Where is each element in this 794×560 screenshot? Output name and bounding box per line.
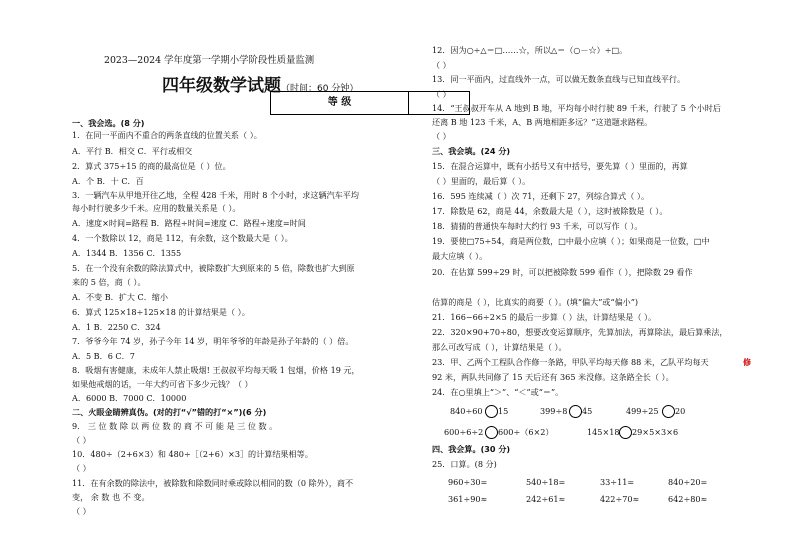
compare-right-1c: 20 [675,406,686,416]
mental-item: 840÷20= [668,477,708,487]
question-line: A．1 B．2250 C．324 [72,322,161,332]
question-line: 25．口算。(8 分) [432,459,497,469]
compare-left-1a: 840÷60 [450,406,483,416]
question-line: 17．除数是 62，商是 44，余数最大是（ ），这时被除数是（ ）。 [432,206,668,216]
compare-right-2a: 600÷（6×2） [498,427,554,437]
question-line: 如果他戒烟的话，一年大约可省下多少元钱？（ ） [72,379,253,389]
question-line: 那么可改写成（ ），计算结果是（ ）。 [432,342,567,352]
question-line: 2．算式 375÷15 的商的最高位是（ ）位。 [72,161,231,171]
question-line: 估算的商是（ ），比真实的商要（ ）。(填“偏大”或“偏小”) [432,297,639,307]
question-line: 22．320×90+70÷80，想要改变运算顺序，先算加法，再算除法，最后算乘法， [432,327,728,337]
question-line: 每小时行驶多少千米。应用的数量关系是（ ）。 [72,203,241,213]
compare-circle[interactable] [661,405,676,418]
question-line: 来的 5 倍，商（ ）。 [72,277,146,287]
exam-subtitle: 2023—2024 学年度第一学期小学阶段性质量监测 [104,55,315,66]
question-line: 19．要使□75÷54，商是两位数，□中最小应填（ ）；如果商是一位数，□中 [432,236,710,246]
compare-circle[interactable] [568,405,583,418]
question-line: （ ） [72,506,91,516]
question-line: 20．在估算 599÷29 时，可以把被除数 599 看作（ ），把除数 29 看作 [432,267,693,277]
question-line: 1．在同一平面内不重合的两条直线的位置关系（ ）。 [72,130,262,140]
compare-right-2b: 29×5×3×6 [632,427,679,437]
question-line: A．平行 B．相交 C．平行或相交 [72,146,193,156]
section-heading: 二、火眼金睛辨真伪。(对的打“√”错的打“×”)(6 分) [72,407,267,417]
compare-right-1b: 45 [582,406,593,416]
question-line: 4．一个数除以 12，商是 112，有余数，这个数最大是（ ）。 [72,233,293,243]
mental-item: 422÷70≈ [600,494,640,504]
question-line: 还离 B 地 123 千米，A、B 两地相距多远？”这道题求路程。 [432,117,653,127]
question-line: 18．猜猜的普通快车每时大约行 93 千米，可以写作（ ）。 [432,221,643,231]
compare-right-1a: 15 [498,406,509,416]
question-line: （ ） [72,435,91,445]
title-text: 四年级数学试题 [162,76,281,96]
section-heading: 一、我会选。(8 分) [72,118,145,128]
question-line: 变， 余 数 也 不 变。 [72,492,150,502]
compare-circle[interactable] [484,405,499,418]
mental-item: 242÷61≈ [526,494,566,504]
question-line: 24．在○里填上“＞”、“＜”或“＝”。 [432,387,564,397]
question-line: （ ） [432,60,451,70]
section-heading: 三、我会填。(24 分) [432,146,511,156]
question-line: A．5 B．6 C．7 [72,351,135,361]
question-line: （ ） [432,131,451,141]
question-line: 7．爷爷今年 74 岁，孙子今年 14 岁，明年爷爷的年龄是孙子年龄的（ ）倍。 [72,336,354,346]
question-line: 15．在混合运算中，既有小括号又有中括号，要先算（ ）里面的，再算 [432,161,688,171]
question-line: A．个 B．十 C．百 [72,176,144,186]
question-line: 21．166−66÷2×5 的最后一步算（ ）法，计算结果是（ ）。 [432,312,657,322]
question-line: 14．“王叔叔开车从 A 地到 B 地，平均每小时行驶 89 千米，行驶了 5 个小时后 [432,103,721,113]
compare-left-2b: 145×18 [587,427,620,437]
question-line: A．1344 B．1356 C．1355 [72,248,182,258]
question-line: （ ） [432,89,451,99]
mental-item: 33÷11= [600,477,635,487]
question-line: 9． 三 位 数 除 以 两 位 数 的 商 不 可 能 是 三 位 数 。 [72,421,278,431]
question-line: A．速度×时间=路程 B．路程÷时间=速度 C．路程÷速度=时间 [72,218,306,228]
red-annotation-mark: 修 [743,357,752,367]
question-line: 11．在有余数的除法中，被除数和除数同时乘或除以相同的数（0 除外），商不 [72,478,354,488]
question-line: 5．在一个没有余数的除法算式中，被除数扩大到原来的 5 倍，除数也扩大到原 [72,263,355,273]
compare-left-1c: 499÷25 [626,406,659,416]
mental-item: 960÷30= [448,477,488,487]
question-line: 6．算式 125×18÷125×18 的计算结果是（ ）。 [72,307,250,317]
question-line: 10．480÷（2+6×3）和 480÷［（2+6）×3］的计算结果相等。 [72,449,313,459]
section-heading: 四、我会算。(30 分) [432,444,511,454]
question-line: A．不变 B．扩大 C．缩小 [72,292,168,302]
question-line: 最大应填（ ）。 [432,251,488,261]
mental-item: 361÷90≈ [448,494,488,504]
question-line: 23．甲、乙两个工程队合作修一条路，甲队平均每天修 88 米，乙队平均每天 [432,357,709,367]
question-line: （ ） [72,463,91,473]
question-line: 12．因为○÷△＝□……☆，所以△＝（○－☆）÷□。 [432,45,628,55]
grade-label: 等 级 [271,92,409,114]
question-line: A．6000 B．7000 C．10000 [72,393,187,403]
question-line: 16．595 连续减（ ）次 71，还剩下 27，列综合算式（ ）。 [432,191,650,201]
mental-item: 642÷80≈ [668,494,708,504]
compare-circle[interactable] [484,426,499,439]
question-line: 92 米，两队共同修了 15 天后还有 365 米没修。这条路全长（ ）。 [432,372,674,382]
mental-item: 540÷18= [526,477,566,487]
question-line: 8．吸烟有害健康，未成年人禁止吸烟! 王叔叔平均每天吸 1 包烟，价格 19 元， [72,365,360,375]
compare-circle[interactable] [618,426,633,439]
question-line: 3．一辆汽车从甲地开往乙地，全程 428 千米，用时 8 个小时，求这辆汽车平均 [72,190,359,200]
compare-left-2a: 600÷6÷2 [444,427,484,437]
question-line: （ ）里面的，最后算（ ）。 [432,176,531,186]
time-note: （时间：60 分钟） [281,84,359,94]
compare-left-1b: 399÷8 [540,406,568,416]
question-line: 13．同一平面内，过直线外一点，可以做无数条直线与已知直线平行。 [432,74,686,84]
